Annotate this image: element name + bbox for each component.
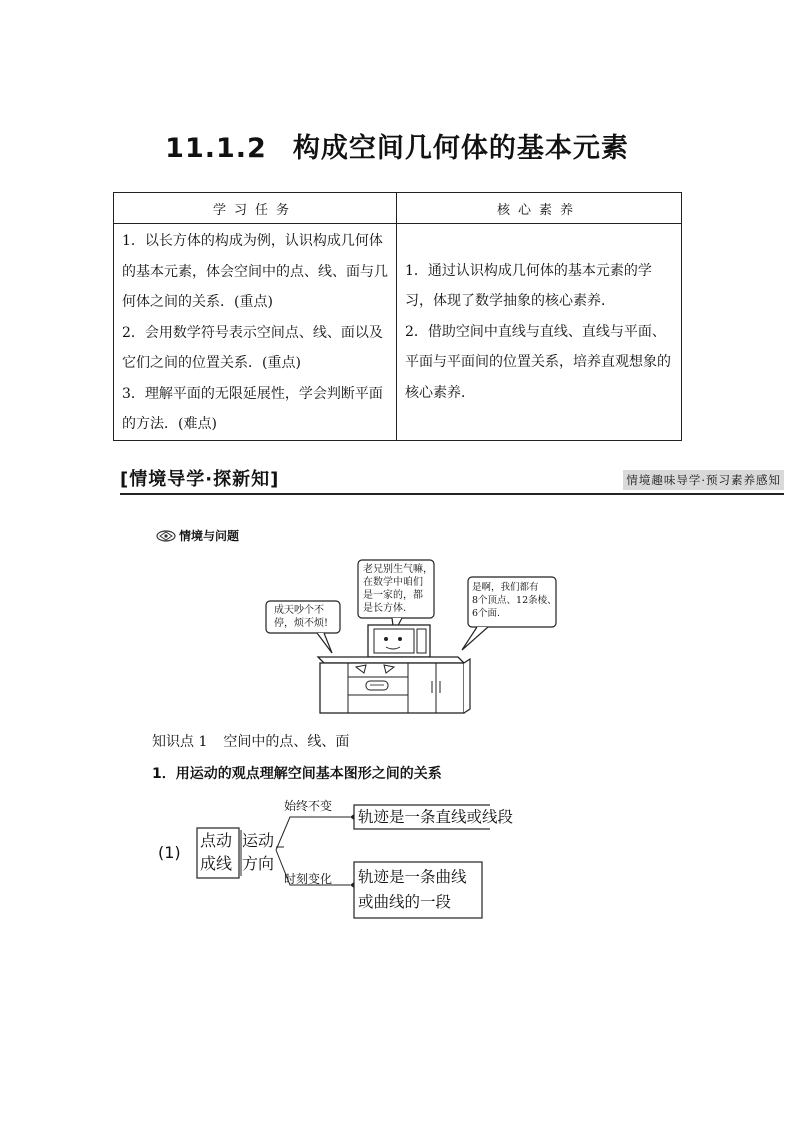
bubble-line: 8个顶点、12条棱、	[472, 595, 557, 606]
bubble-line: 是一家的，都	[363, 590, 423, 601]
header-core-literacy: 核心素养	[397, 193, 682, 224]
branch-top-result: 轨迹是一条直线或线段	[358, 808, 514, 826]
box-line: 点动	[200, 831, 233, 850]
bubble-line: 成天吵个不	[274, 605, 324, 616]
knowledge-point-title: 空间中的点、线、面	[223, 734, 350, 750]
title-text: 构成空间几何体的基本元素	[292, 133, 629, 164]
knowledge-point-heading	[152, 731, 349, 751]
section-header	[120, 465, 784, 495]
bubble-line: 老兄别生气嘛，	[363, 564, 433, 575]
scenario-label	[156, 527, 239, 544]
cartoon-illustration	[262, 555, 562, 721]
motion-diagram	[150, 795, 514, 929]
result-line: 或曲线的一段	[358, 893, 452, 911]
task-item: 2．会用数学符号表示空间点、线、面以及它们之间的位置关系．(重点)	[122, 324, 383, 371]
core-literacy-cell	[397, 224, 682, 441]
bubble-right	[472, 581, 557, 620]
direction-box	[242, 829, 274, 875]
task-item: 1．以长方体的构成为例，认识构成几何体的基本元素，体会空间中的点、线、面与几何体之间的关系．(重点)	[122, 233, 388, 310]
bubble-line: 是长方体.	[363, 603, 407, 614]
bubble-left	[274, 604, 328, 630]
box-line: 运动	[242, 831, 275, 850]
result-line: 轨迹是一条曲线	[358, 868, 467, 886]
literacy-item: 2．借助空间中直线与直线、直线与平面、平面与平面间的位置关系，培养直观想象的核心素养．	[405, 323, 671, 401]
title-number: 11.1.2	[165, 133, 267, 164]
branch-bottom-result	[358, 865, 467, 915]
scenario-icon	[156, 529, 176, 543]
box-line: 方向	[242, 854, 275, 873]
knowledge-point-label: 知识点 1	[152, 734, 208, 750]
bubble-line: 停，烦不烦!	[274, 618, 329, 629]
bubble-line: 在数学中咱们	[363, 577, 423, 588]
task-item: 3．理解平面的无限延展性，学会判断平面的方法．(难点)	[122, 385, 383, 432]
branch-top-label: 始终不变	[284, 799, 333, 813]
point-line-box	[200, 829, 232, 875]
learning-goals-table	[113, 192, 682, 441]
subheading: 1．用运动的观点理解空间基本图形之间的关系	[152, 766, 442, 782]
scenario-label-text: 情境与问题	[179, 529, 240, 543]
section-tag: 情境趣味导学·预习素养感知	[623, 470, 784, 490]
branch-bottom-label: 时刻变化	[284, 872, 333, 886]
box-line: 成线	[200, 854, 233, 873]
bubble-line: 是啊，我们都有	[472, 582, 539, 593]
item-number: (1)	[158, 843, 181, 862]
header-learning-tasks: 学习任务	[114, 193, 397, 224]
page-title	[0, 126, 794, 165]
bubble-middle	[363, 563, 433, 615]
bubble-line: 6个面.	[472, 608, 501, 619]
learning-tasks-cell	[114, 224, 397, 441]
literacy-item: 1．通过认识构成几何体的基本元素的学习，体现了数学抽象的核心素养．	[405, 262, 652, 310]
section-title: [情境导学·探新知]	[120, 469, 280, 490]
